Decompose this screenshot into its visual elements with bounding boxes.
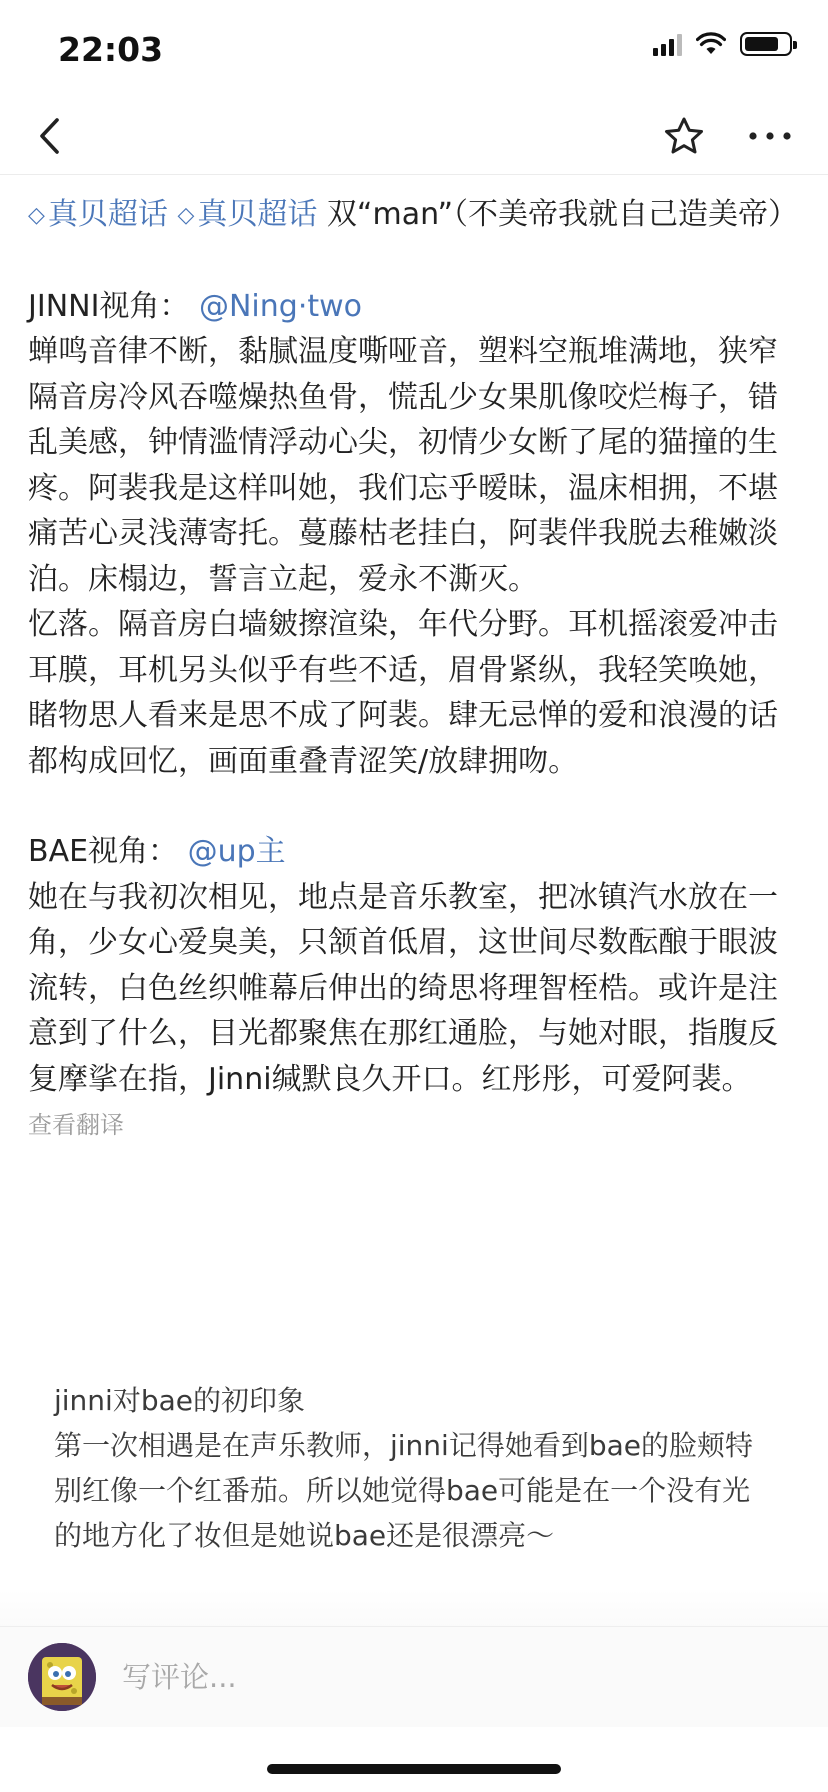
wifi-icon — [696, 32, 726, 56]
comment-bar — [0, 1626, 828, 1727]
post-paragraph: 蝉鸣音律不断，黏腻温度嘶哑音，塑料空瓶堆满地，狭窄隔音房冷风吞噬燥热鱼骨，慌乱少女果肌像咬烂梅子，错乱美感，钟情滥情浮动心尖，初情少女断了尾的猫撞的生疼。阿裴我是这样叫她，我们忘乎暧昧，温床相拥，不堪痛苦心灵浅薄寄托。蔓藤枯老挂白，阿裴伴我脱去稚嫩淡泊。床榻边，誓言立起，爱永不澌灭。 — [28, 334, 778, 597]
topic-link[interactable] — [28, 197, 168, 232]
comment-input[interactable]: 写评论... — [122, 1660, 237, 1694]
star-outline-icon — [663, 116, 705, 156]
nav-bar — [0, 100, 828, 175]
chevron-left-icon — [36, 116, 64, 156]
back-button[interactable] — [22, 108, 78, 164]
battery-level — [745, 37, 778, 51]
topic-label: 真贝超话 — [47, 197, 168, 232]
post-body — [28, 192, 800, 1142]
jinni-section-header — [28, 284, 800, 330]
mention-link[interactable]: @up主 — [187, 834, 286, 869]
mention-link[interactable]: @Ning·two — [198, 288, 363, 324]
bae-section-header — [28, 829, 800, 875]
view-translation-link[interactable]: 查看翻译 — [28, 1111, 124, 1139]
topic-link[interactable] — [177, 197, 317, 232]
sponge-character-avatar-icon — [28, 1643, 96, 1711]
status-bar — [0, 0, 828, 100]
cellular-signal-icon — [653, 32, 682, 56]
quoted-image-text — [54, 1378, 774, 1558]
post-title-text: 双“man”（不美帝我就自己造美帝） — [317, 197, 798, 232]
home-indicator[interactable] — [267, 1764, 561, 1774]
quote-body: 第一次相遇是在声乐教师，jinni记得她看到bae的脸颊特别红像一个红番茄。所以她觉得bae可能是在一个没有光的地方化了妆但是她说bae还是很漂亮～ — [54, 1429, 753, 1552]
post-paragraph: 忆落。隔音房白墙皴擦渲染，年代分野。耳机摇滚爱冲击耳膜，耳机另头似乎有些不适，眉骨紧纵，我轻笑唤她，睹物思人看来是思不成了阿裴。肆无忌惮的爱和浪漫的话都构成回忆，画面重叠青涩笑/放肆拥吻。 — [28, 607, 778, 779]
favorite-button[interactable] — [656, 108, 712, 164]
post-title-line — [28, 192, 800, 239]
avatar[interactable] — [28, 1643, 96, 1711]
quote-heading: jinni对bae的初印象 — [54, 1384, 305, 1417]
content-fade — [0, 1590, 828, 1630]
ellipsis-icon — [748, 131, 792, 141]
bae-perspective-label: BAE视角： — [28, 834, 179, 869]
jinni-perspective-label: JINNI视角： — [28, 288, 190, 324]
supertopic-diamond-icon: ◇ — [28, 203, 45, 228]
status-icons — [653, 32, 792, 56]
supertopic-diamond-icon: ◇ — [177, 203, 195, 228]
status-time: 22:03 — [58, 30, 164, 69]
post-paragraph: 她在与我初次相见，地点是音乐教室，把冰镇汽水放在一角，少女心爱臭美，只颔首低眉，这世间尽数酝酿于眼波流转，白色丝织帷幕后伸出的绮思将理智桎梏。或许是注意到了什么，目光都聚焦在那红通脸，与她对眼，指腹反复摩挲在指，Jinni缄默良久开口。红彤彤，可爱阿裴。 — [28, 879, 778, 1097]
battery-icon — [740, 32, 792, 56]
topic-label: 真贝超话 — [197, 197, 318, 232]
more-options-button[interactable] — [742, 108, 798, 164]
